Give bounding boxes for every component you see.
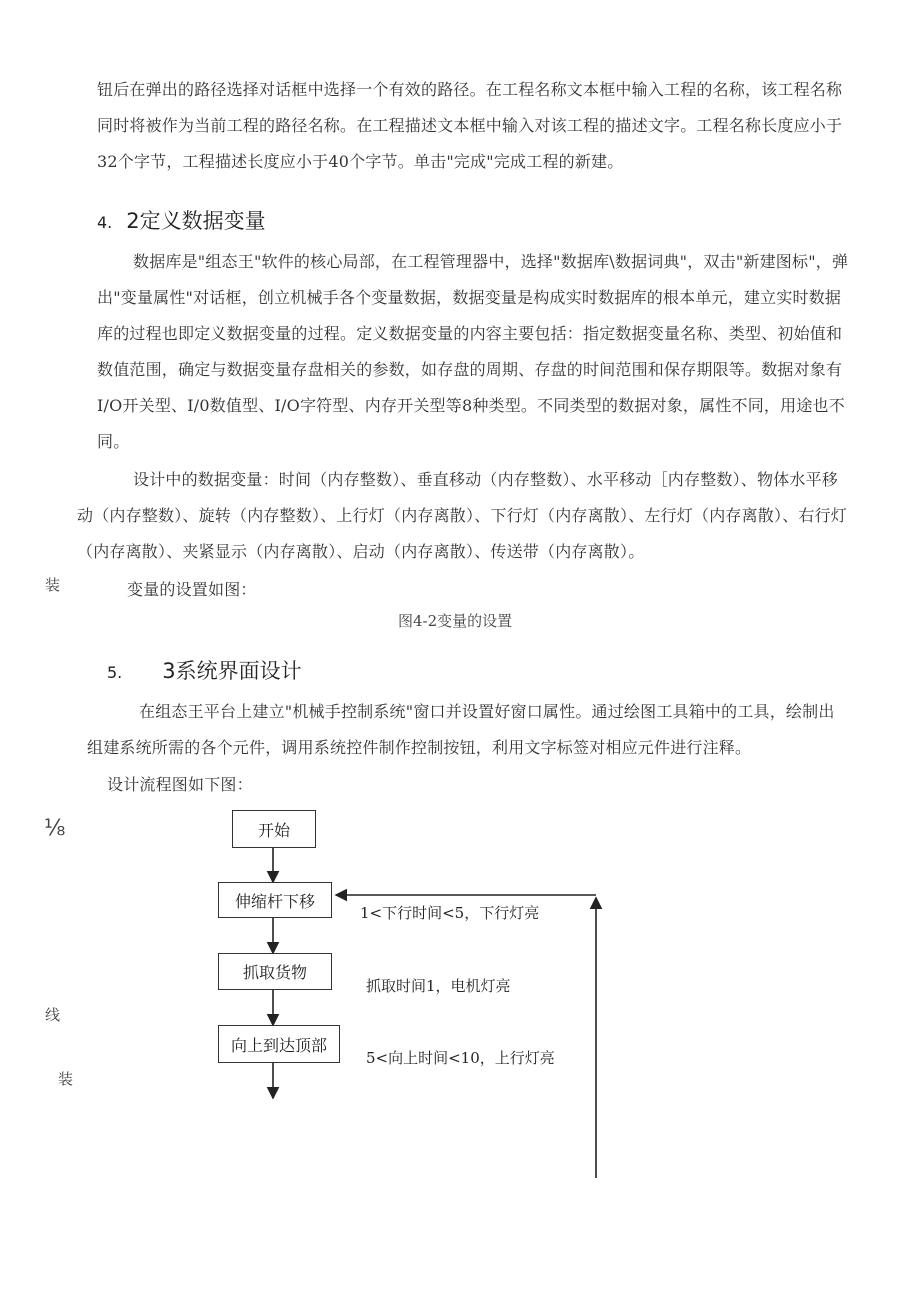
flowchart-note-raise: 5<向上时间<10，上行灯亮 [366, 1049, 555, 1067]
section-number: 5. [107, 663, 123, 682]
paragraph-flowchart-intro: 设计流程图如下图： [107, 775, 253, 794]
section-number: 4. [97, 213, 113, 232]
flowchart-note-lower: 1<下行时间<5，下行灯亮 [360, 904, 540, 922]
flowchart-step-raise: 向上到达顶部 [218, 1025, 340, 1063]
paragraph-variables: 设计中的数据变量：时间（内存整数）、垂直移动（内存整数）、水平移动［内存整数）、物体水平移动（内存整数）、旋转（内存整数）、上行灯（内存离散）、下行灯（内存离散）、左行灯（内存离散）、右行灯（内存离散）、夹紧显示（内存离散）、启动（内存离散）、传送带（内存离散）。 [77, 470, 848, 561]
paragraph-ui-design: 在组态王平台上建立"机械手控制系统"窗口并设置好窗口属性。通过绘图工具箱中的工具，绘制出组建系统所需的各个元件，调用系统控件制作控制按钮，利用文字标签对相应元件进行注释。 [87, 702, 835, 757]
flowchart-step-grab: 抓取货物 [218, 953, 332, 990]
intro-paragraph: 钮后在弹出的路径选择对话框中选择一个有效的路径。在工程名称文本框中输入工程的名称，该工程名称同时将被作为当前工程的路径名称。在工程描述文本框中输入对该工程的描述文字。工程名称长度应小于32个字节，工程描述长度应小于40个字节。单击"完成"完成工程的新建。 [97, 80, 843, 171]
section-title: 3系统界面设计 [162, 659, 302, 683]
flowchart-note-grab: 抓取时间1，电机灯亮 [366, 977, 511, 995]
figure-caption: 图4-2变量的设置 [398, 612, 513, 630]
paragraph-database: 数据库是"组态王"软件的核心局部，在工程管理器中，选择"数据库\数据词典"，双击"新建图标"，弹出"变量属性"对话框，创立机械手各个变量数据，数据变量是构成实时数据库的根本单元，建立实时数据库的过程也即定义数据变量的过程。定义数据变量的内容主要包括：指定数据变量名称、类型、初始值和数值范围，确定与数据变量存盘相关的参数，如存盘的周期、存盘的时间范围和保存期限等。数据对象有I/O开关型、I/0数值型、I/O字符型、内存开关型等8种类型。不同类型的数据对象，属性不同，用途也不同。 [97, 252, 849, 451]
binding-mark-fraction: ⅛ [44, 816, 66, 841]
paragraph-variable-settings: 变量的设置如图： [127, 580, 257, 599]
binding-mark-zhuang: 装 [45, 576, 61, 594]
section-title: 2定义数据变量 [126, 209, 266, 233]
binding-mark-zhuang: 装 [58, 1070, 74, 1088]
flowchart-step-lower-arm: 伸缩杆下移 [218, 882, 332, 918]
binding-mark-xian: 线 [45, 1006, 61, 1024]
flowchart-start-box: 开始 [232, 810, 316, 848]
